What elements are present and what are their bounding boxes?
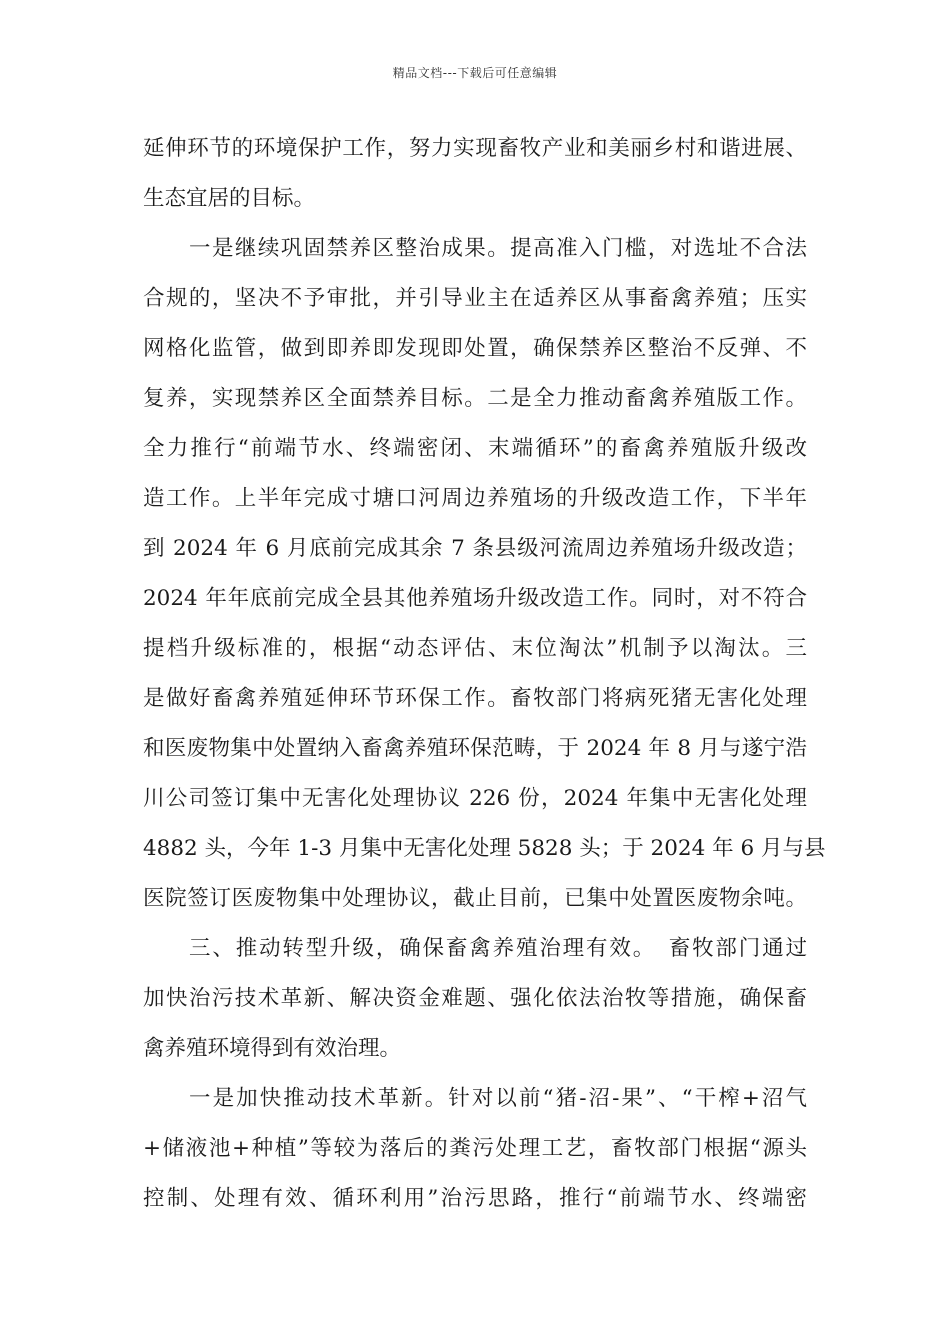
text-line: 生态宜居的目标。 xyxy=(143,186,316,211)
text-line: 复养，实现禁养区全面禁养目标。二是全力推动畜禽养殖版工作。 xyxy=(143,386,807,411)
text-line: +储液池+种植”等较为落后的粪污处理工艺，畜牧部门根据“源头 xyxy=(143,1136,807,1161)
text-line: 提档升级标准的，根据“动态评估、末位淘汰”机制予以淘汰。三 xyxy=(143,636,807,661)
text-line: 是做好畜禽养殖延伸环节环保工作。畜牧部门将病死猪无害化处理 xyxy=(143,686,807,711)
text-line: 4882 头，今年 1-3 月集中无害化处理 5828 头；于 2024 年 6 月与县 xyxy=(143,836,826,861)
text-line: 控制、处理有效、循环利用”治污思路，推行“前端节水、终端密 xyxy=(143,1186,807,1211)
paragraph-first-line: 一是加快推动技术革新。针对以前“猪-沼-果”、“干榨+沼气 xyxy=(189,1086,807,1111)
section-heading-line: 三、推动转型升级，确保畜禽养殖治理有效。 畜牧部门通过 xyxy=(189,936,807,961)
text-line: 加快治污技术革新、解决资金难题、强化依法治牧等措施，确保畜 xyxy=(143,986,807,1011)
text-line: 和医废物集中处置纳入畜禽养殖环保范畴，于 2024 年 8 月与遂宁浩 xyxy=(143,736,807,761)
page-header: 精品文档---下载后可任意编辑 xyxy=(392,66,558,80)
text-line: 川公司签订集中无害化处理协议 226 份，2024 年集中无害化处理 xyxy=(143,786,807,811)
text-line: 全力推行“前端节水、终端密闭、末端循环”的畜禽养殖版升级改 xyxy=(143,436,807,461)
text-line: 医院签订医废物集中处理协议，截止目前，已集中处置医废物余吨。 xyxy=(143,886,807,911)
text-line: 合规的，坚决不予审批，并引导业主在适养区从事畜禽养殖；压实 xyxy=(143,286,807,311)
text-line: 造工作。上半年完成寸塘口河周边养殖场的升级改造工作，下半年 xyxy=(143,486,807,511)
text-line: 2024 年年底前完成全县其他养殖场升级改造工作。同时，对不符合 xyxy=(143,586,807,611)
text-line: 延伸环节的环境保护工作，努力实现畜牧产业和美丽乡村和谐进展、 xyxy=(143,136,807,161)
text-line: 禽养殖环境得到有效治理。 xyxy=(143,1036,402,1061)
document-body xyxy=(143,124,826,1224)
text-line: 到 2024 年 6 月底前完成其余 7 条县级河流周边养殖场升级改造； xyxy=(143,536,807,561)
text-line: 网格化监管，做到即养即发现即处置，确保禁养区整治不反弹、不 xyxy=(143,336,807,361)
paragraph-first-line: 一是继续巩固禁养区整治成果。提高准入门槛，对选址不合法 xyxy=(189,236,807,261)
